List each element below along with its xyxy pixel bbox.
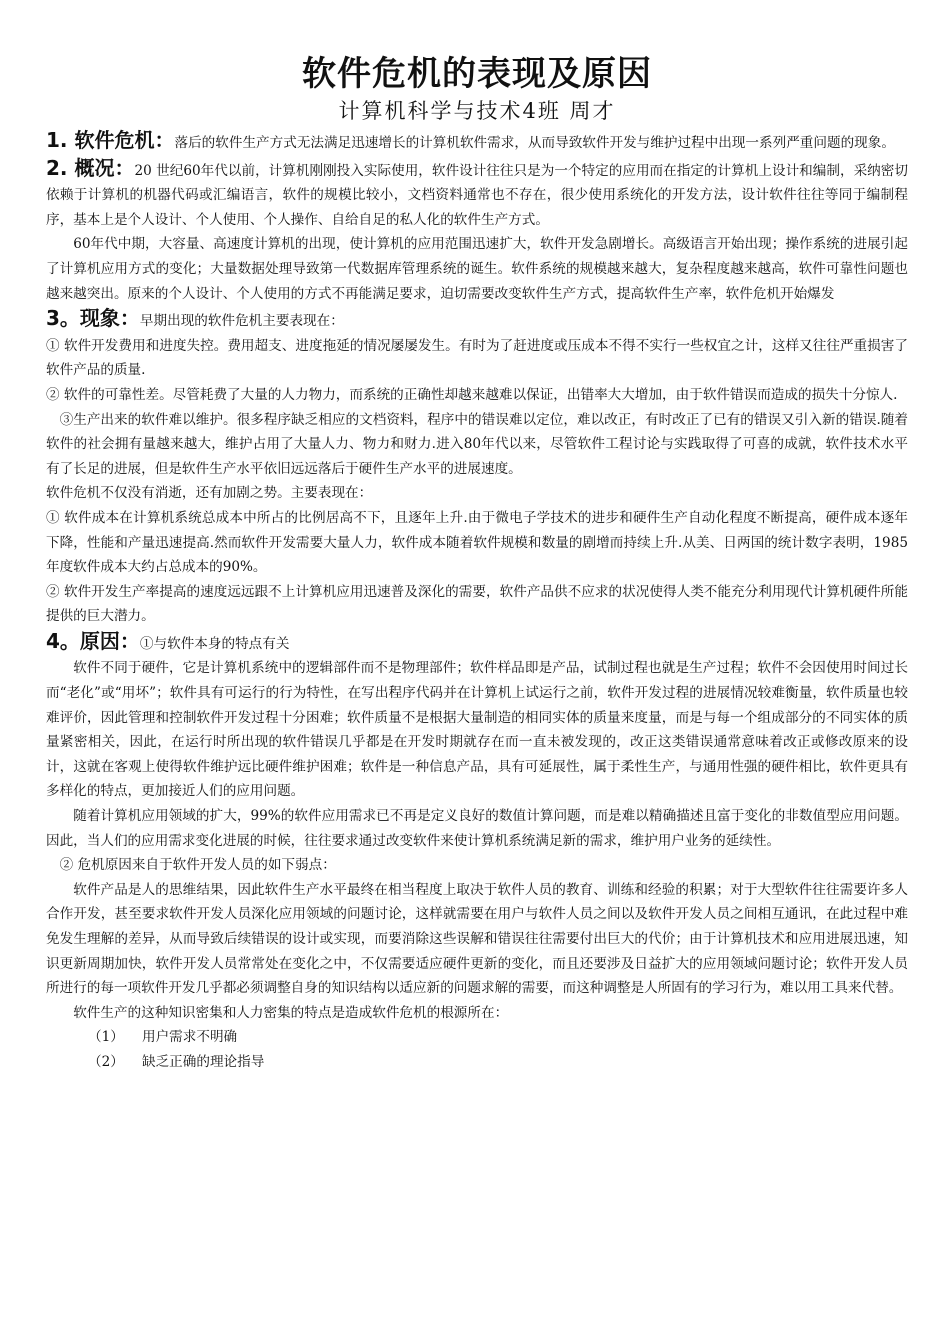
section-4-paragraph-3: 软件产品是人的思维结果，因此软件生产水平最终在相当程度上取决于软件人员的教育、训练和经验的积累；对于大型软件往往需要许多人合作开发，甚至要求软件开发人员深化应用领域的问题讨论，这样就需要在用户与软件人员之间以及软件开发人员之间相互通讯，在此过程中难免发生理解的差异，从而导致后续错误的设计或实现，而要消除这些误解和错误往往需要付出巨大的代价；由于计算机技术和应用进展迅速，知识更新周期加快，软件开发人员常常处在变化之中，不仅需要适应硬件更新的变化，而且还要涉及日益扩大的应用领域问题讨论；软件开发人员所进行的每一项软件开发几乎都必须调整自身的知识结构以适应新的问题求解的需要，而这种调整是人所固有的学习行为，难以用工具来代替。 <box>46 881 908 997</box>
section-2-paragraph-1 <box>46 156 908 233</box>
list-item-number: （1） <box>88 1029 124 1046</box>
list-item <box>46 1025 908 1050</box>
document-page <box>46 52 908 1075</box>
section-4-paragraph-2: 随着计算机应用领域的扩大，99%的软件应用需求已不再是定义良好的数值计算问题，而是难以精确描述且富于变化的非数值型应用问题。因此，当人们的应用需求变化进展的时候，往往要求通过改变软件来使计算机系统满足新的需求，维护用户业务的延续性。 <box>46 808 908 849</box>
section-3-item-5: ② 软件开发生产率提高的速度远远跟不上计算机应用迅速普及深化的需要，软件产品供不应求的状况使得人类不能充分利用现代计算机硬件所能提供的巨大潜力。 <box>46 583 908 625</box>
section-1 <box>46 128 908 156</box>
list-item-text: 用户需求不明确 <box>142 1029 238 1046</box>
list-item <box>46 1050 908 1075</box>
section-2-text-1: 20 世纪60年代以前，计算机刚刚投入实际使用，软件设计往往只是为一个特定的应用而在指定的计算机上设计和编制，采纳密切依赖于计算机的机器代码或汇编语言，软件的规模比较小，文档资料通常也不存在，很少使用系统化的开发方法，设计软件往往等同于编制程序，基本上是个人设计、个人使用、个人操作、自给自足的私人化的软件生产方式。 <box>46 162 908 228</box>
list-item-number: （2） <box>88 1053 124 1070</box>
section-3-item-4: ① 软件成本在计算机系统总成本中所占的比例居高不下，且逐年上升.由于微电子学技术的进步和硬件生产自动化程度不断提高，硬件成本逐年下降，性能和产量迅速提高.然而软件开发需要大量人力，软件成本随着软件规模和数量的剧增而持续上升.从美、日两国的统计数字表明，1985年度软件成本大约占总成本的90%。 <box>46 509 908 576</box>
section-4-subheading-2: ② 危机原因来自于软件开发人员的如下弱点： <box>59 857 336 874</box>
section-3-item-1: ① 软件开发费用和进度失控。费用超支、进度拖延的情况屡屡发生。有时为了赶进度或压成本不得不实行一些权宜之计，这样又往往严重损害了软件产品的质量. <box>46 337 908 379</box>
section-4-paragraph-1: 软件不同于硬件，它是计算机系统中的逻辑部件而不是物理部件；软件样品即是产品，试制过程也就是生产过程；软件不会因使用时间过长而“老化”或“用坏”；软件具有可运行的行为特性，在写出程序代码并在计算机上试运行之前，软件开发过程的进展情况较难衡量，软件质量也较难评价，因此管理和控制软件开发过程十分困难；软件质量不是根据大量制造的相同实体的质量来度量，而是与每一个组成部分的不同实体的质量紧密相关，因此，在运行时所出现的软件错误几乎都是在开发时期就存在而一直未被发现的，改正这类错误通常意味着改正或修改原来的设计，这就在客观上使得软件维护远比硬件维护困难；软件是一种信息产品，具有可延展性，属于柔性生产，与通用性强的硬件相比，软件更具有多样化的特点，更加接近人们的应用问题。 <box>46 660 908 800</box>
section-3-intro-2: 软件危机不仅没有消逝，还有加剧之势。主要表现在： <box>46 485 373 502</box>
section-4-heading: 4。原因： <box>46 628 140 653</box>
section-4-subheading-1: ①与软件本身的特点有关 <box>139 635 290 652</box>
section-3-intro <box>46 306 908 334</box>
section-3-item-2: ② 软件的可靠性差。尽管耗费了大量的人力物力，而系统的正确性却越来越难以保证，出错率大大增加，由于软件错误而造成的损失十分惊人. <box>46 386 898 403</box>
section-3-item-3: ③生产出来的软件难以维护。很多程序缺乏相应的文档资料，程序中的错误难以定位，难以改正，有时改正了已有的错误又引入新的错误.随着软件的社会拥有量越来越大，维护占用了大量人力、物力和财力.进入80年代以来，尽管软件工程讨论与实践取得了可喜的成就，软件技术水平有了长足的进展，但是软件生产水平依旧远远落后于硬件生产水平的进展速度。 <box>46 411 908 477</box>
section-3-heading: 3。现象： <box>46 306 140 331</box>
document-title: 软件危机的表现及原因 <box>302 54 652 94</box>
section-1-heading: 1. 软件危机： <box>46 128 175 152</box>
section-1-text: 落后的软件生产方式无法满足迅速增长的计算机软件需求，从而导致软件开发与维护过程中出现一系列严重问题的现象。 <box>174 135 895 151</box>
document-subtitle: 计算机科学与技术4班 周才 <box>338 99 616 123</box>
section-4-paragraph-4: 软件生产的这种知识密集和人力密集的特点是造成软件危机的根源所在： <box>73 1004 509 1021</box>
section-2-paragraph-2: 60年代中期，大容量、高速度计算机的出现，使计算机的应用范围迅速扩大，软件开发急剧增长。高级语言开始出现；操作系统的进展引起了计算机应用方式的变化；大量数据处理导致第一代数据库管理系统的诞生。软件系统的规模越来越大，复杂程度越来越高，软件可靠性问题也越来越突出。原来的个人设计、个人使用的方式不再能满足要求，迫切需要改变软件生产方式，提高软件生产率，软件危机开始爆发 <box>46 236 908 302</box>
list-item-text: 缺乏正确的理论指导 <box>142 1053 265 1070</box>
section-4-intro <box>46 629 908 657</box>
section-2-heading: 2. 概况： <box>46 155 135 180</box>
section-3-intro-text: 早期出现的软件危机主要表现在： <box>139 313 344 330</box>
